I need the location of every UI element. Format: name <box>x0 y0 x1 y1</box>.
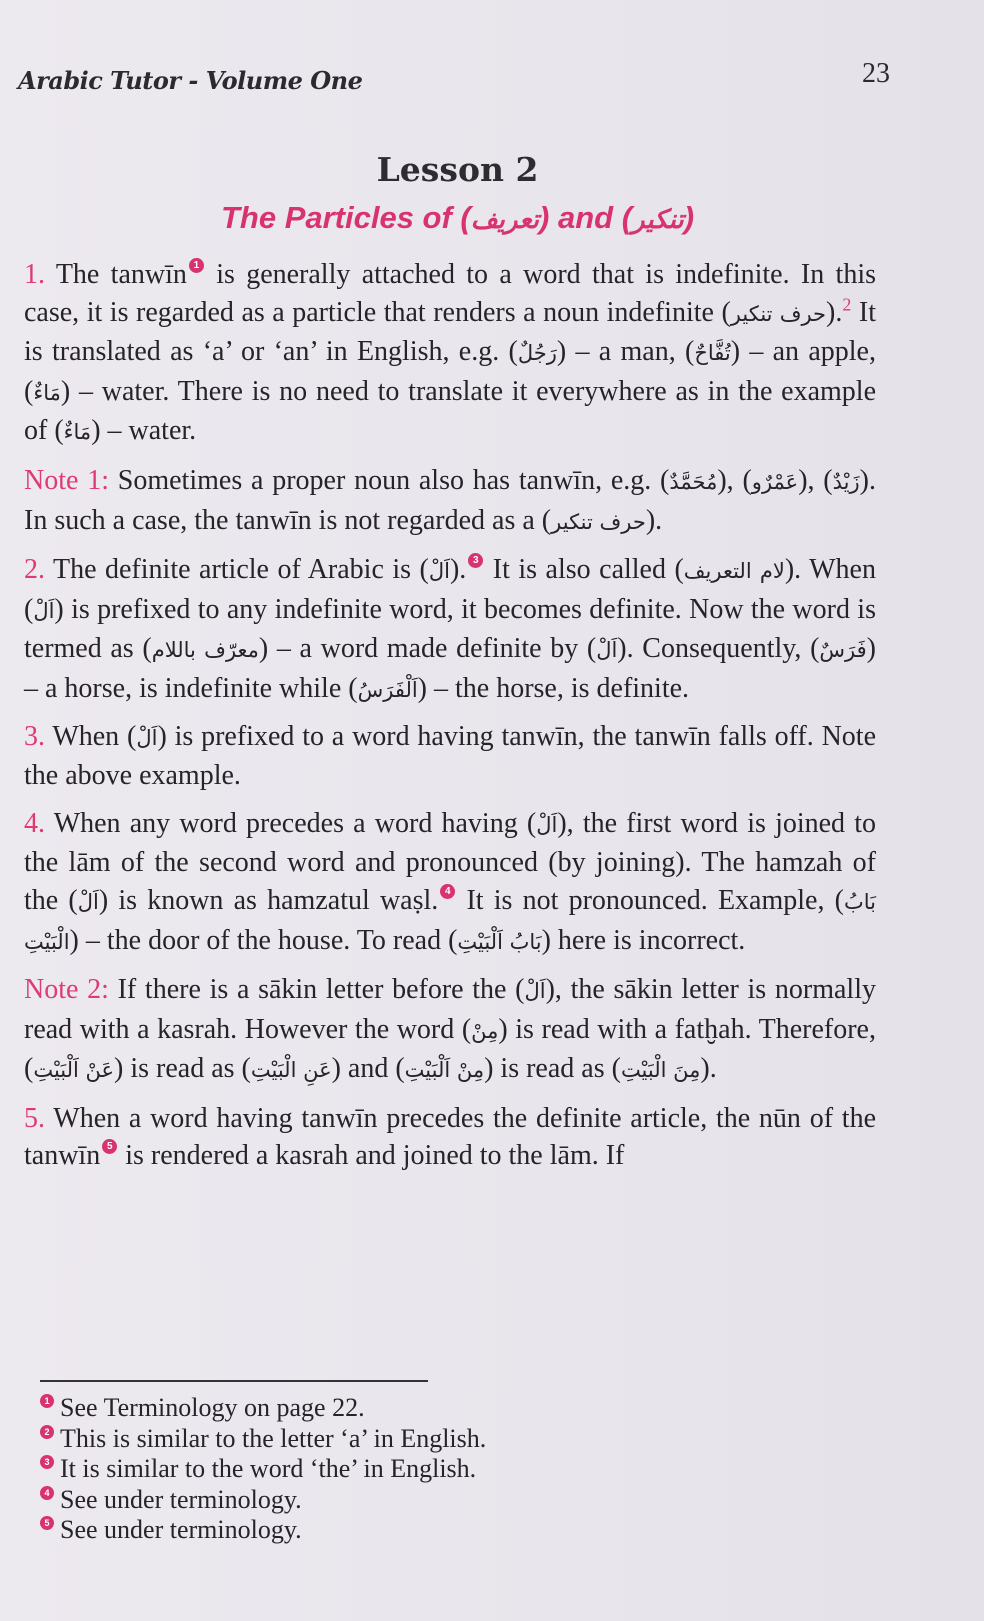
paragraph-text: It is translated as ‘a’ or ‘an’ in English, e.g. ( <box>24 296 877 368</box>
subtitle-arabic-tankir: تنكير <box>632 205 684 235</box>
page-number: 23 <box>862 58 890 89</box>
paragraph-text: ) – a word made definite by ( <box>258 633 597 665</box>
paragraph <box>24 256 876 452</box>
arabic-text: مُحَمَّدٌ <box>669 469 718 494</box>
footnote-text: It is similar to the word ‘the’ in English. <box>60 1454 477 1483</box>
paragraph-text: ) – water. <box>91 415 197 447</box>
arabic-text: اَلْ <box>77 889 99 914</box>
lesson-subtitle <box>0 200 915 236</box>
paragraph-text: ) – an apple, ( <box>24 336 876 407</box>
footnote-text: See Terminology on page 22. <box>60 1393 365 1422</box>
subtitle-text: ) <box>683 200 695 235</box>
footnote-marker: 1 <box>40 1394 54 1408</box>
arabic-text: عَنْ اَلْبَيْتِ <box>33 1058 115 1083</box>
paragraph <box>24 1100 876 1175</box>
superscript-marker: 2 <box>842 294 852 315</box>
arabic-text: اَلْ <box>33 598 55 623</box>
footnote <box>40 1515 486 1546</box>
arabic-text: اَلْ <box>596 638 618 663</box>
paragraph-text: ) – water. There is no need to translate it everywhere as in the example of ( <box>24 375 876 447</box>
arabic-text: لام التعريف <box>683 559 785 584</box>
paragraph-label: 4. <box>24 807 54 839</box>
paragraph-text: The tanwīn <box>55 259 187 290</box>
paragraph-text: ) is prefixed to a word having tanwīn, the tanwīn falls off. Note the above example. <box>24 720 877 792</box>
paragraph-text: ) is read as ( <box>114 1053 251 1085</box>
running-header-title: Arabic Tutor - Volume One <box>18 66 363 95</box>
arabic-text: زَيْدٌ <box>832 469 860 494</box>
arabic-text: مِنْ اَلْبَيْتِ <box>404 1058 485 1083</box>
paragraph <box>24 462 876 541</box>
footnote-marker: 3 <box>40 1455 54 1469</box>
arabic-text: اَلْ <box>428 559 450 584</box>
arabic-text: عَمْرٌو <box>751 469 799 494</box>
paragraph-text: ), the first word is joined to the lām of the second word and pronounced (by joining). The hamzah of the ( <box>24 807 877 916</box>
paragraph-text: is generally attached to a word that is indefinite. In this case, it is regarded as a particle that renders a noun indefinite ( <box>24 259 876 328</box>
footnote-marker: 2 <box>40 1425 54 1439</box>
arabic-text: تُفَّاحٌ <box>694 341 731 366</box>
footnote-marker: 4 <box>40 1486 54 1500</box>
footnote-text: See under terminology. <box>60 1515 302 1544</box>
paragraph <box>24 551 876 709</box>
arabic-text: حرف تنكير <box>551 509 646 534</box>
footnotes <box>40 1393 486 1546</box>
paragraph-text: The definite article of Arabic is ( <box>52 554 429 586</box>
footnote-marker: 3 <box>468 553 483 568</box>
paragraph-label: Note 1: <box>24 464 118 496</box>
paragraph-text: ) is read as ( <box>484 1053 621 1085</box>
arabic-text: مِنَ الْبَيْتِ <box>620 1058 701 1083</box>
footnote-marker: 5 <box>102 1139 117 1154</box>
paragraph-text: ) here is incorrect. <box>541 924 746 956</box>
arabic-text: بَابُ اَلْبَيْتِ <box>457 929 542 954</box>
paragraph-text: ) – a man, ( <box>556 336 695 368</box>
paragraph-text: When any word precedes a word having ( <box>53 807 537 839</box>
paragraph-label: 3. <box>24 720 53 752</box>
paragraph-text: ). <box>826 296 843 328</box>
paragraph-text: ) – the door of the house. To read ( <box>69 924 458 956</box>
footnote <box>40 1424 486 1455</box>
lesson-title: Lesson 2 <box>376 150 539 189</box>
arabic-text: عَنِ الْبَيْتِ <box>250 1058 332 1083</box>
paragraph-text: ) – a horse, is indefinite while ( <box>24 633 876 704</box>
arabic-text: بَابُ الْبَيْتِ <box>24 889 876 954</box>
paragraph-text: ). <box>645 504 663 536</box>
subtitle-text: ) and ( <box>539 200 633 235</box>
paragraph-label: 1. <box>24 259 56 290</box>
subtitle-arabic-tarif: تعريف <box>470 205 540 235</box>
paragraph-text: ) – the horse, is definite. <box>417 672 690 704</box>
paragraph-text: It is not pronounced. Example, ( <box>456 884 844 916</box>
paragraph-label: 2. <box>24 554 53 586</box>
paragraph-text: ) is known as hamzatul waṣl. <box>98 884 439 916</box>
paragraph-text: ) is read with a fatḫah. Therefore, ( <box>24 1013 876 1085</box>
paragraph <box>24 805 876 961</box>
paragraph-text: ), ( <box>798 464 833 496</box>
arabic-text: اَلْ <box>136 725 158 750</box>
footnote <box>40 1454 486 1485</box>
paragraph-text: When ( <box>52 720 137 752</box>
arabic-text: مَاءٌ <box>63 420 92 445</box>
paragraph-label: 5. <box>24 1102 54 1134</box>
arabic-text: مَاءٌ <box>33 380 61 405</box>
arabic-text: حرف تنكير <box>730 301 827 326</box>
paragraph-text: is rendered a kasrah and joined to the lām. If <box>118 1140 625 1172</box>
footnote <box>40 1393 486 1424</box>
arabic-text: اَلْفَرَسُ <box>357 677 418 702</box>
paragraph-text: Sometimes a proper noun also has tanwīn, e.g. ( <box>117 464 670 496</box>
footnote <box>40 1485 486 1516</box>
paragraph <box>24 718 876 795</box>
paragraph-text: ), ( <box>717 464 752 496</box>
arabic-text: معرّف باللام <box>151 638 259 663</box>
paragraph-text: It is also called ( <box>484 554 684 586</box>
paragraph-text: ) and ( <box>331 1053 405 1085</box>
arabic-text: اَلْ <box>524 979 546 1004</box>
paragraph <box>24 971 876 1090</box>
paragraph-text: ). When ( <box>24 554 876 625</box>
arabic-text: فَرَسٌ <box>819 638 867 663</box>
paragraph-label: Note 2: <box>24 974 118 1006</box>
footnote-marker: 1 <box>189 258 204 273</box>
paragraph-text: If there is a sākin letter before the ( <box>117 974 525 1006</box>
arabic-text: مِنْ <box>471 1018 499 1043</box>
lesson-body <box>24 256 876 1185</box>
footnote-marker: 4 <box>440 884 455 899</box>
footnote-marker: 5 <box>40 1516 54 1530</box>
paragraph-text: ), the sākin letter is normally read with a kasrah. However the word ( <box>24 974 876 1045</box>
subtitle-text: The Particles of ( <box>220 200 471 235</box>
paragraph-text: ) is prefixed to any indefinite word, it becomes definite. Now the word is termed as ( <box>24 593 876 665</box>
paragraph-text: ). In such a case, the tanwīn is not regarded as a ( <box>24 464 876 536</box>
arabic-text: رَجُلٌ <box>517 341 557 366</box>
paragraph-text: ). <box>449 554 467 586</box>
paragraph-text: When a word having tanwīn precedes the definite article, the nūn of the tanwīn <box>24 1102 876 1172</box>
footnote-text: See under terminology. <box>60 1484 302 1514</box>
footnote-text: This is similar to the letter ‘a’ in English. <box>60 1423 487 1453</box>
footnote-divider <box>40 1380 428 1382</box>
paragraph-text: ). <box>700 1053 717 1085</box>
paragraph-text: ). Consequently, ( <box>617 633 820 665</box>
arabic-text: اَلْ <box>536 812 558 837</box>
